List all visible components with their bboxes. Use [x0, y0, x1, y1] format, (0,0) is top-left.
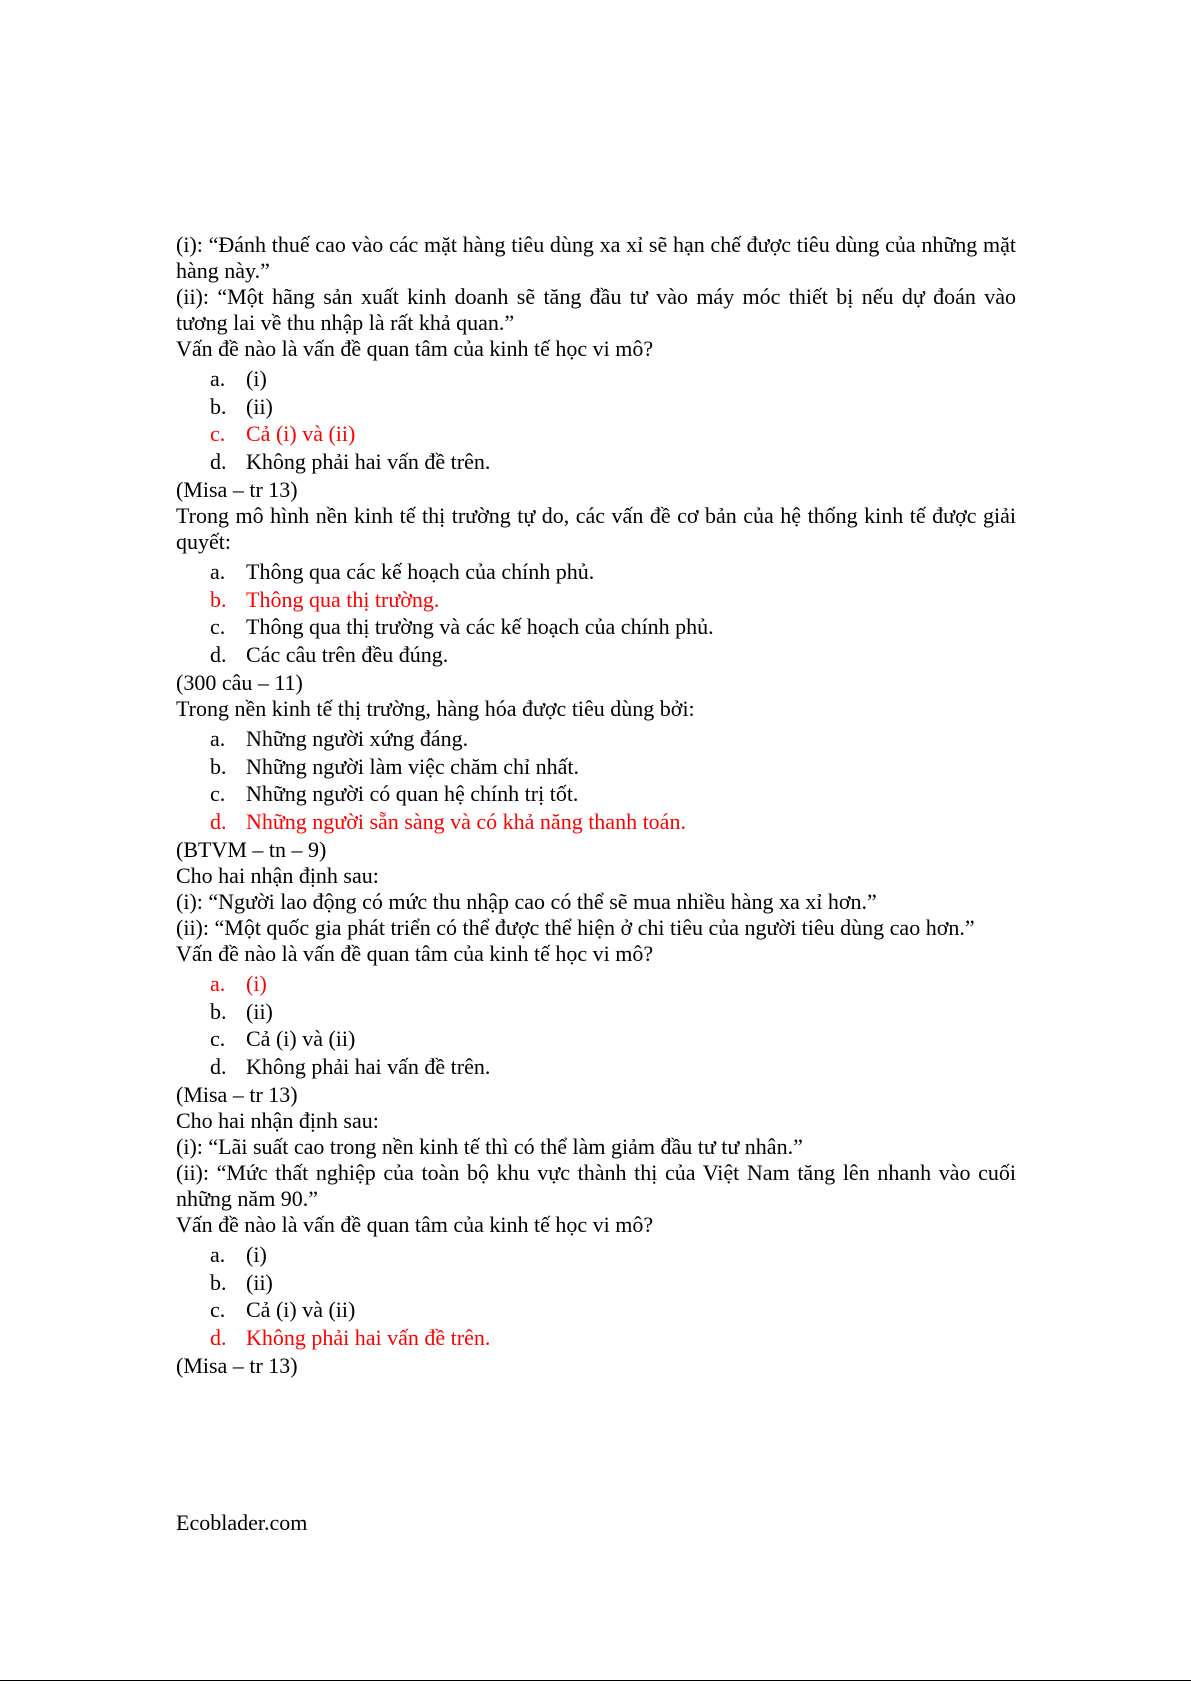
question-prompt: Trong mô hình nền kinh tế thị trường tự do, các vấn đề cơ bản của hệ thống kinh tế được giải quyết: — [176, 503, 1016, 554]
option-a: a. Những người xứng đáng. — [210, 726, 469, 751]
statement-ii: (ii): “Một quốc gia phát triển có thể được thể hiện ở chi tiêu của người tiêu dùng cao hơn.” — [176, 915, 975, 940]
question-5 — [176, 1108, 1016, 1379]
statement-i: (i): “Người lao động có mức thu nhập cao có thể sẽ mua nhiều hàng xa xỉ hơn.” — [176, 889, 877, 914]
option-a-correct: a. (i) — [210, 971, 267, 996]
option-a: a. (i) — [210, 1242, 267, 1267]
option-a: a. (i) — [210, 366, 267, 391]
option-c: c. Thông qua thị trường và các kế hoạch của chính phủ. — [210, 614, 714, 639]
question-4 — [176, 863, 1016, 1108]
option-c: c. Những người có quan hệ chính trị tốt. — [210, 781, 579, 806]
option-b: b. (ii) — [210, 393, 273, 419]
answer-options — [176, 558, 1016, 668]
intro-line: Cho hai nhận định sau: — [176, 863, 379, 888]
page-bottom-divider — [0, 1680, 1191, 1681]
option-d: d. Không phải hai vấn đề trên. — [210, 448, 491, 474]
answer-options — [176, 725, 1016, 835]
statement-ii: (ii): “Mức thất nghiệp của toàn bộ khu vực thành thị của Việt Nam tăng lên nhanh vào cuối những năm 90.” — [176, 1160, 1016, 1211]
option-d: d. Các câu trên đều đúng. — [210, 641, 449, 667]
question-prompt: Vấn đề nào là vấn đề quan tâm của kinh tế học vi mô? — [176, 941, 654, 966]
question-prompt: Vấn đề nào là vấn đề quan tâm của kinh tế học vi mô? — [176, 336, 654, 361]
source-reference: (Misa – tr 13) — [176, 1082, 298, 1107]
option-c: c. Cả (i) và (ii) — [210, 1026, 356, 1051]
option-b: b. (ii) — [210, 998, 273, 1024]
question-1 — [176, 232, 1016, 503]
option-c-correct: c. Cả (i) và (ii) — [210, 421, 356, 446]
question-3 — [176, 696, 1016, 863]
statement-ii: (ii): “Một hãng sản xuất kinh doanh sẽ tăng đầu tư vào máy móc thiết bị nếu dự đoán vào tương lai về thu nhập là rất khả quan.” — [176, 284, 1016, 335]
question-prompt: Trong nền kinh tế thị trường, hàng hóa được tiêu dùng bởi: — [176, 696, 695, 721]
option-b: b. (ii) — [210, 1269, 273, 1295]
footer-website: Ecoblader.com — [176, 1510, 308, 1535]
option-b: b. Những người làm việc chăm chỉ nhất. — [210, 753, 580, 779]
answer-options — [176, 1241, 1016, 1351]
source-reference: (Misa – tr 13) — [176, 1353, 298, 1378]
option-d-correct: d. Không phải hai vấn đề trên. — [210, 1324, 491, 1350]
source-reference: (Misa – tr 13) — [176, 477, 298, 502]
statement-i: (i): “Lãi suất cao trong nền kinh tế thì có thể làm giảm đầu tư tư nhân.” — [176, 1134, 803, 1159]
document-body — [176, 232, 1016, 1379]
question-prompt: Vấn đề nào là vấn đề quan tâm của kinh tế học vi mô? — [176, 1212, 654, 1237]
option-d: d. Không phải hai vấn đề trên. — [210, 1053, 491, 1079]
source-reference: (300 câu – 11) — [176, 670, 303, 695]
answer-options — [176, 365, 1016, 475]
source-reference: (BTVM – tn – 9) — [176, 837, 327, 862]
option-d-correct: d. Những người sẵn sàng và có khả năng thanh toán. — [210, 808, 686, 834]
option-c: c. Cả (i) và (ii) — [210, 1297, 356, 1322]
question-2 — [176, 503, 1016, 696]
statement-i: (i): “Đánh thuế cao vào các mặt hàng tiêu dùng xa xỉ sẽ hạn chế được tiêu dùng của những mặt hàng này.” — [176, 232, 1016, 283]
option-b-correct: b. Thông qua thị trường. — [210, 586, 440, 612]
answer-options — [176, 970, 1016, 1080]
intro-line: Cho hai nhận định sau: — [176, 1108, 379, 1133]
option-a: a. Thông qua các kế hoạch của chính phủ. — [210, 559, 595, 584]
